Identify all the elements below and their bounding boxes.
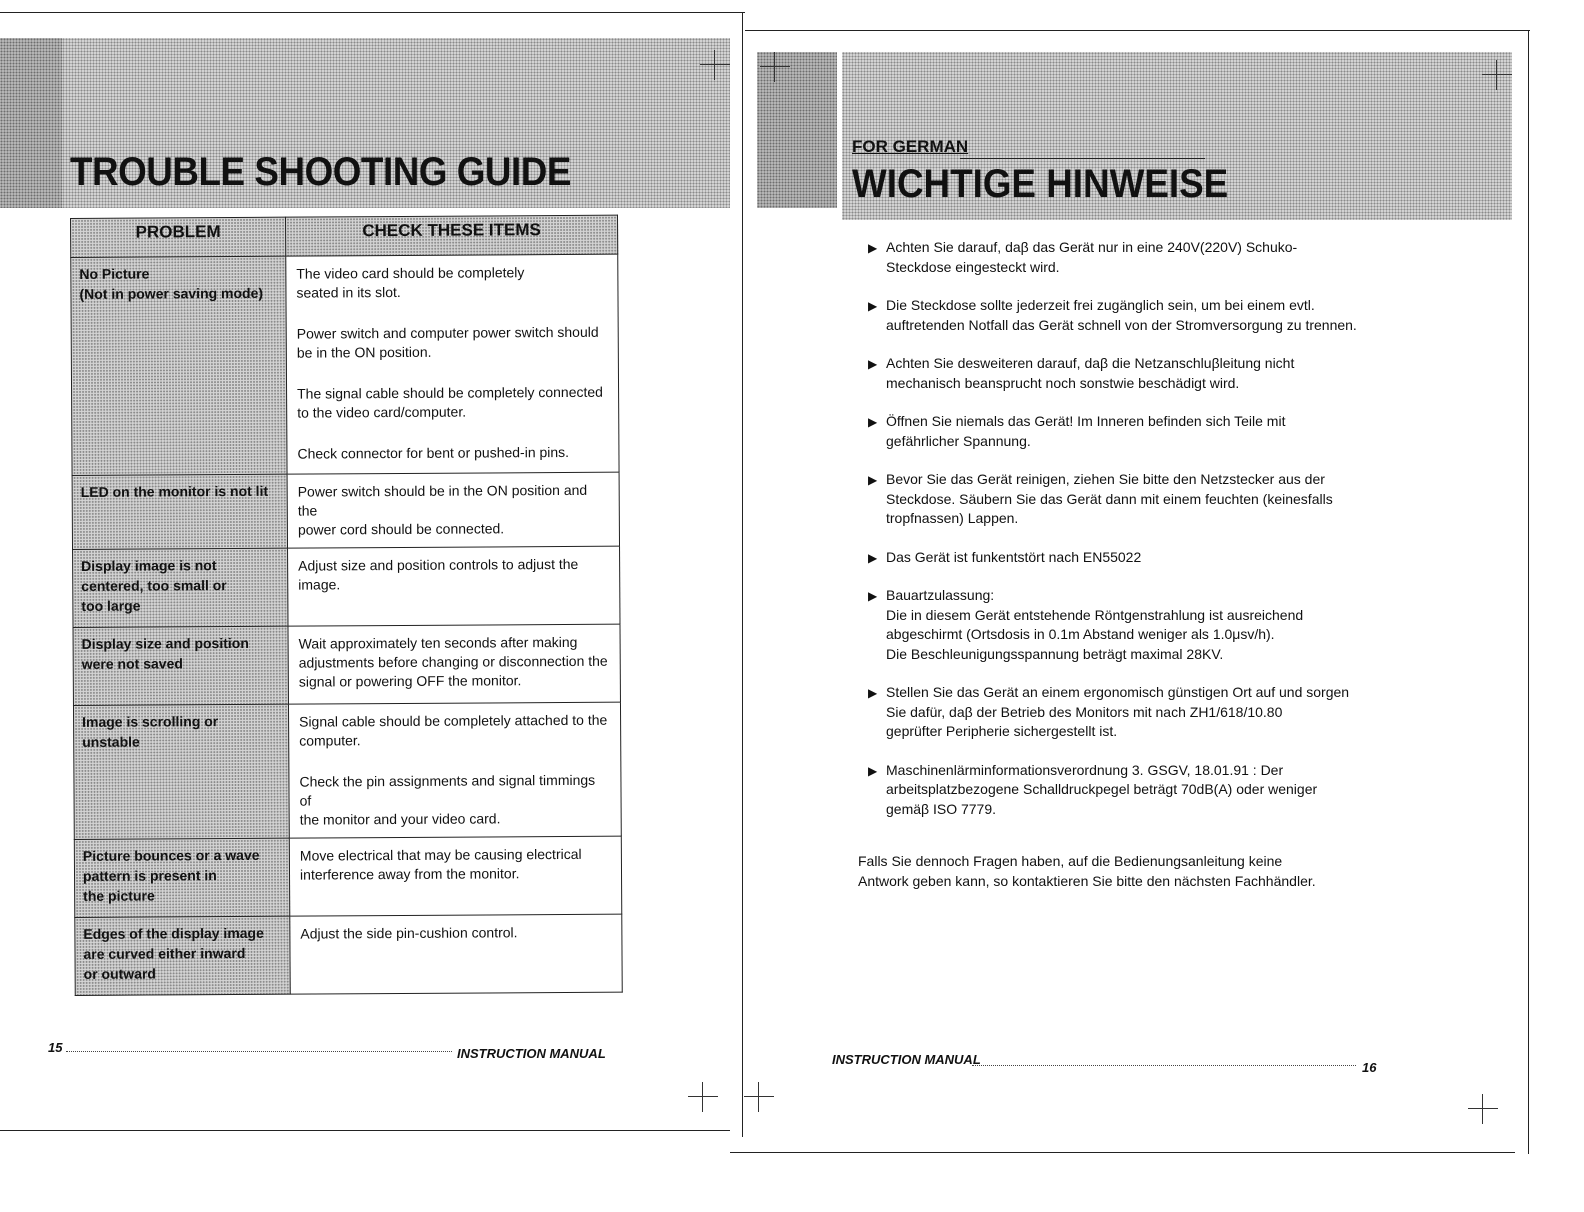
- check-item: Check connector for bent or pushed-in pins.: [297, 443, 570, 462]
- bullet-icon: ▶: [868, 473, 878, 487]
- bullet-icon: ▶: [868, 241, 878, 255]
- page-number-right: 16: [1362, 1060, 1377, 1075]
- notice-item: [868, 470, 1368, 529]
- notice-text: Bevor Sie das Gerät reinigen, ziehen Sie bitte den Netzstecker aus der Steckdose. Säubern Sie das Gerät dann mit einem feuchten (keinesfalls tropfnassen) Lappen.: [886, 471, 1333, 526]
- bullet-icon: ▶: [868, 357, 878, 371]
- check-item: Move electrical that may be causing electrical interference away from the monitor.: [299, 845, 582, 883]
- check-cell: [288, 702, 621, 838]
- check-cell: [288, 546, 620, 626]
- table-row: [71, 254, 619, 475]
- registration-mark: [1482, 60, 1512, 90]
- check-header: CHECK THESE ITEMS: [285, 215, 617, 256]
- table-row: [73, 546, 620, 627]
- right-edge-line: [1528, 30, 1529, 1154]
- check-cell: [290, 914, 622, 994]
- table-row: [72, 472, 619, 549]
- notice-item: [868, 586, 1368, 664]
- notice-item: [868, 412, 1368, 451]
- top-border-line-right: [745, 30, 1530, 31]
- footer-label-right: INSTRUCTION MANUAL: [832, 1052, 981, 1067]
- registration-mark: [744, 1082, 774, 1112]
- check-item: Wait approximately ten seconds after making adjustments before changing or disconnection the signal or powering OFF the monitor.: [298, 633, 608, 690]
- check-cell: [288, 624, 620, 704]
- bullet-icon: ▶: [868, 589, 878, 603]
- problem-cell: Display size and position were not saved: [73, 626, 288, 705]
- problem-cell: No Picture (Not in power saving mode): [71, 256, 287, 475]
- notice-text: Öffnen Sie niemals das Gerät! Im Inneren befinden sich Teile mit gefährlicher Spannung.: [886, 413, 1286, 449]
- notice-item: [868, 761, 1368, 820]
- bullet-icon: ▶: [868, 686, 878, 700]
- notice-text: Das Gerät ist funkentstört nach EN55022: [886, 548, 1142, 565]
- notice-text: Stellen Sie das Gerät an einem ergonomisch günstigen Ort auf und sorgen Sie dafür, daβ der Betrieb des Monitors mit nach ZH1/618/10.80 geprüfter Peripherie sichergestellt ist.: [886, 684, 1350, 739]
- problem-cell: Image is scrolling or unstable: [73, 704, 289, 839]
- notice-list: [868, 238, 1368, 838]
- problem-cell: Edges of the display image are curved either inward or outward: [75, 916, 290, 995]
- table-row: [75, 914, 622, 995]
- footer-leader-left: [66, 1050, 452, 1052]
- check-item: Signal cable should be completely attached to the computer.: [299, 711, 608, 749]
- check-item: Power switch should be in the ON position and the power cord should be connected.: [297, 481, 588, 538]
- table-header-row: [71, 215, 618, 257]
- top-border-line: [0, 12, 745, 13]
- notice-item: [868, 238, 1368, 277]
- footer-leader-right: [972, 1064, 1356, 1066]
- closing-paragraph: Falls Sie dennoch Fragen haben, auf die Bedienungsanleitung keine Antwork geben kann, so kontaktieren Sie bitte den nächsten Fachhändler.: [858, 853, 1316, 889]
- table-row: [73, 624, 620, 705]
- notice-item: [868, 548, 1368, 568]
- table-row: [74, 836, 621, 917]
- registration-mark: [1468, 1094, 1498, 1124]
- notice-text: Achten Sie darauf, daβ das Gerät nur in eine 240V(220V) Schuko- Steckdose eingesteckt wird.: [886, 239, 1298, 275]
- notice-item: [868, 683, 1368, 742]
- section-subtitle: FOR GERMAN: [852, 137, 969, 156]
- footer-label-left: INSTRUCTION MANUAL: [457, 1046, 606, 1061]
- registration-mark: [760, 52, 790, 82]
- bullet-icon: ▶: [868, 550, 878, 565]
- problem-cell: LED on the monitor is not lit: [72, 474, 287, 549]
- bullet-icon: ▶: [868, 299, 878, 313]
- spine-line: [742, 12, 743, 1137]
- page-number-left: 15: [48, 1040, 63, 1055]
- problem-cell: Picture bounces or a wave pattern is present in the picture: [74, 838, 289, 917]
- problem-header: PROBLEM: [71, 217, 286, 257]
- check-item: The signal cable should be completely connected to the video card/computer.: [297, 383, 603, 421]
- bottom-border-line: [0, 1130, 730, 1131]
- page-title: WICHTIGE HINWEISE: [852, 162, 1229, 206]
- table-row: [73, 702, 621, 839]
- check-item: The video card should be completely seated in its slot.: [296, 264, 525, 301]
- notice-text: Bauartzulassung: Die in diesem Gerät entstehende Röntgenstrahlung ist ausreichend abgeschirmt (Ortsdosis in 0.1m Abstand weniger als 1.0μsv/h). Die Beschleunigungsspannung beträgt maximal 28KV.: [886, 587, 1304, 662]
- left-edge-tab: [0, 38, 62, 208]
- registration-mark: [700, 50, 730, 80]
- bullet-icon: ▶: [868, 415, 878, 429]
- trouble-table: [70, 215, 623, 982]
- bullet-icon: ▶: [868, 763, 878, 778]
- check-cell: [287, 472, 619, 548]
- check-item: Check the pin assignments and signal timmings of the monitor and your video card.: [299, 771, 596, 828]
- check-item: Adjust the side pin-cushion control.: [300, 924, 518, 942]
- page-title: TROUBLE SHOOTING GUIDE: [70, 150, 572, 194]
- notice-text: Maschinenlärminformationsverordnung 3. GSGV, 18.01.91 : Der arbeitsplatzbezogene Schalldruckpegel beträgt 70dB(A) oder weniger gemäβ ISO 7779.: [886, 761, 1318, 817]
- subtitle-rule: [960, 158, 1205, 159]
- problem-cell: Display image is not centered, too small or too large: [73, 548, 288, 627]
- check-item: Power switch and computer power switch should be in the ON position.: [296, 323, 599, 361]
- check-cell: [289, 836, 621, 916]
- bottom-border-line-right: [730, 1152, 1515, 1153]
- notice-text: Achten Sie desweiteren darauf, daβ die Netzanschluβleitung nicht mechanisch beansprucht noch sonstwie beschädigt wird.: [886, 355, 1295, 391]
- notice-item: [868, 354, 1368, 393]
- notice-item: [868, 296, 1368, 335]
- check-item: Adjust size and position controls to adjust the image.: [298, 555, 579, 593]
- check-cell: [286, 254, 619, 474]
- registration-mark: [688, 1082, 718, 1112]
- notice-text: Die Steckdose sollte jederzeit frei zugänglich sein, um bei einem evtl. auftretenden Notfall das Gerät schnell von der Stromversorgung zu trennen.: [886, 297, 1357, 333]
